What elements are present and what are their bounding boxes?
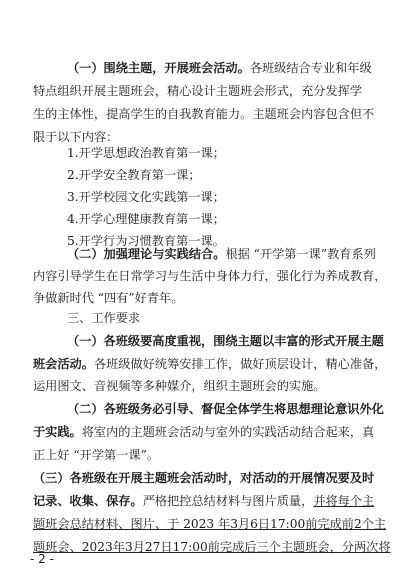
text-line (33, 493, 374, 509)
bold-text-run: 班会活动。 (33, 357, 94, 371)
underlined-text-run: 题班会总结材料、图片、于 2023 年3月6日17:00前完成前2个主 (33, 517, 387, 531)
bold-text-run: （二）加强理论与实践结合。 (67, 247, 226, 261)
text-run: 4.开学心理健康教育第一课； (67, 212, 225, 226)
underlined-text-run: 并将每个主 (313, 494, 375, 508)
page-number: - 2 - (30, 552, 54, 566)
text-run: 内容引导学生在日常学习与生活中身体力行，强化行为养成教育， (33, 269, 387, 283)
text-run: 运用图文、音视频等多种媒介，组织主题班会的实施。 (33, 379, 326, 393)
text-line (33, 290, 183, 306)
text-line (67, 145, 225, 161)
text-line (67, 211, 225, 227)
text-run: 将室内的主题班会活动与室外的实践活动结合起来，真 (81, 425, 375, 439)
text-run: 严格把控总结材料与图片质量， (142, 494, 314, 508)
text-run: 三、工作要求 (67, 311, 141, 325)
text-run: 根据 “开学第一课”教育系列 (225, 247, 376, 261)
text-line (67, 60, 372, 76)
bold-text-run: （一）围绕主题，开展班会活动。 (67, 61, 250, 75)
text-line (67, 167, 201, 183)
bold-text-run: 于实践。 (33, 425, 82, 439)
text-run: 1.开学思想政治教育第一课； (67, 146, 225, 160)
text-line (33, 447, 159, 463)
text-run: 各班级做好统筹安排工作，做好顶层设计，精心准备， (93, 357, 387, 371)
bold-text-run: （三）各班级在开展主题班会活动时，对活动的开展情况要及时 (33, 471, 375, 485)
text-run: 争做新时代 “四有”好青年。 (33, 291, 184, 305)
text-line (33, 378, 326, 394)
text-line (67, 333, 384, 349)
text-run: 限于以下内容： (33, 130, 119, 144)
text-line (33, 424, 374, 440)
text-run: 生的主体性，提高学生的自我教育能力。主题班会内容包含但不 (33, 107, 375, 121)
text-line (67, 310, 140, 326)
text-line (67, 189, 225, 205)
text-line (33, 539, 391, 555)
bold-text-run: （一）各班级要高度重视，围绕主题以丰富的形式开展主题 (67, 334, 384, 348)
text-run: 5.开学行为习惯教育第一课。 (67, 234, 225, 248)
text-line (33, 268, 386, 284)
text-run: 正上好 “开学第一课”。 (33, 448, 160, 462)
bold-text-run: （二）各班级务必引导、督促全体学生将思想理论意识外化 (67, 402, 384, 416)
text-line (33, 83, 362, 99)
text-line (33, 516, 386, 532)
text-line (33, 470, 374, 486)
text-run: 特点组织开展主题班会，精心设计主题班会形式，充分发挥学 (33, 84, 363, 98)
text-line (33, 356, 386, 372)
text-line (33, 129, 118, 145)
text-line (33, 106, 374, 122)
text-line (67, 246, 376, 262)
text-run: 3.开学校园文化实践第一课； (67, 190, 225, 204)
text-line (67, 401, 384, 417)
text-run: 2.开学安全教育第一课； (67, 168, 201, 182)
underlined-text-run: 题班会、2023年3月27日17:00前完成后三个主题班会，分两次将 (33, 540, 391, 554)
text-run: 各班级结合专业和年级 (249, 61, 372, 75)
bold-text-run: 记录、收集、保存。 (33, 494, 143, 508)
